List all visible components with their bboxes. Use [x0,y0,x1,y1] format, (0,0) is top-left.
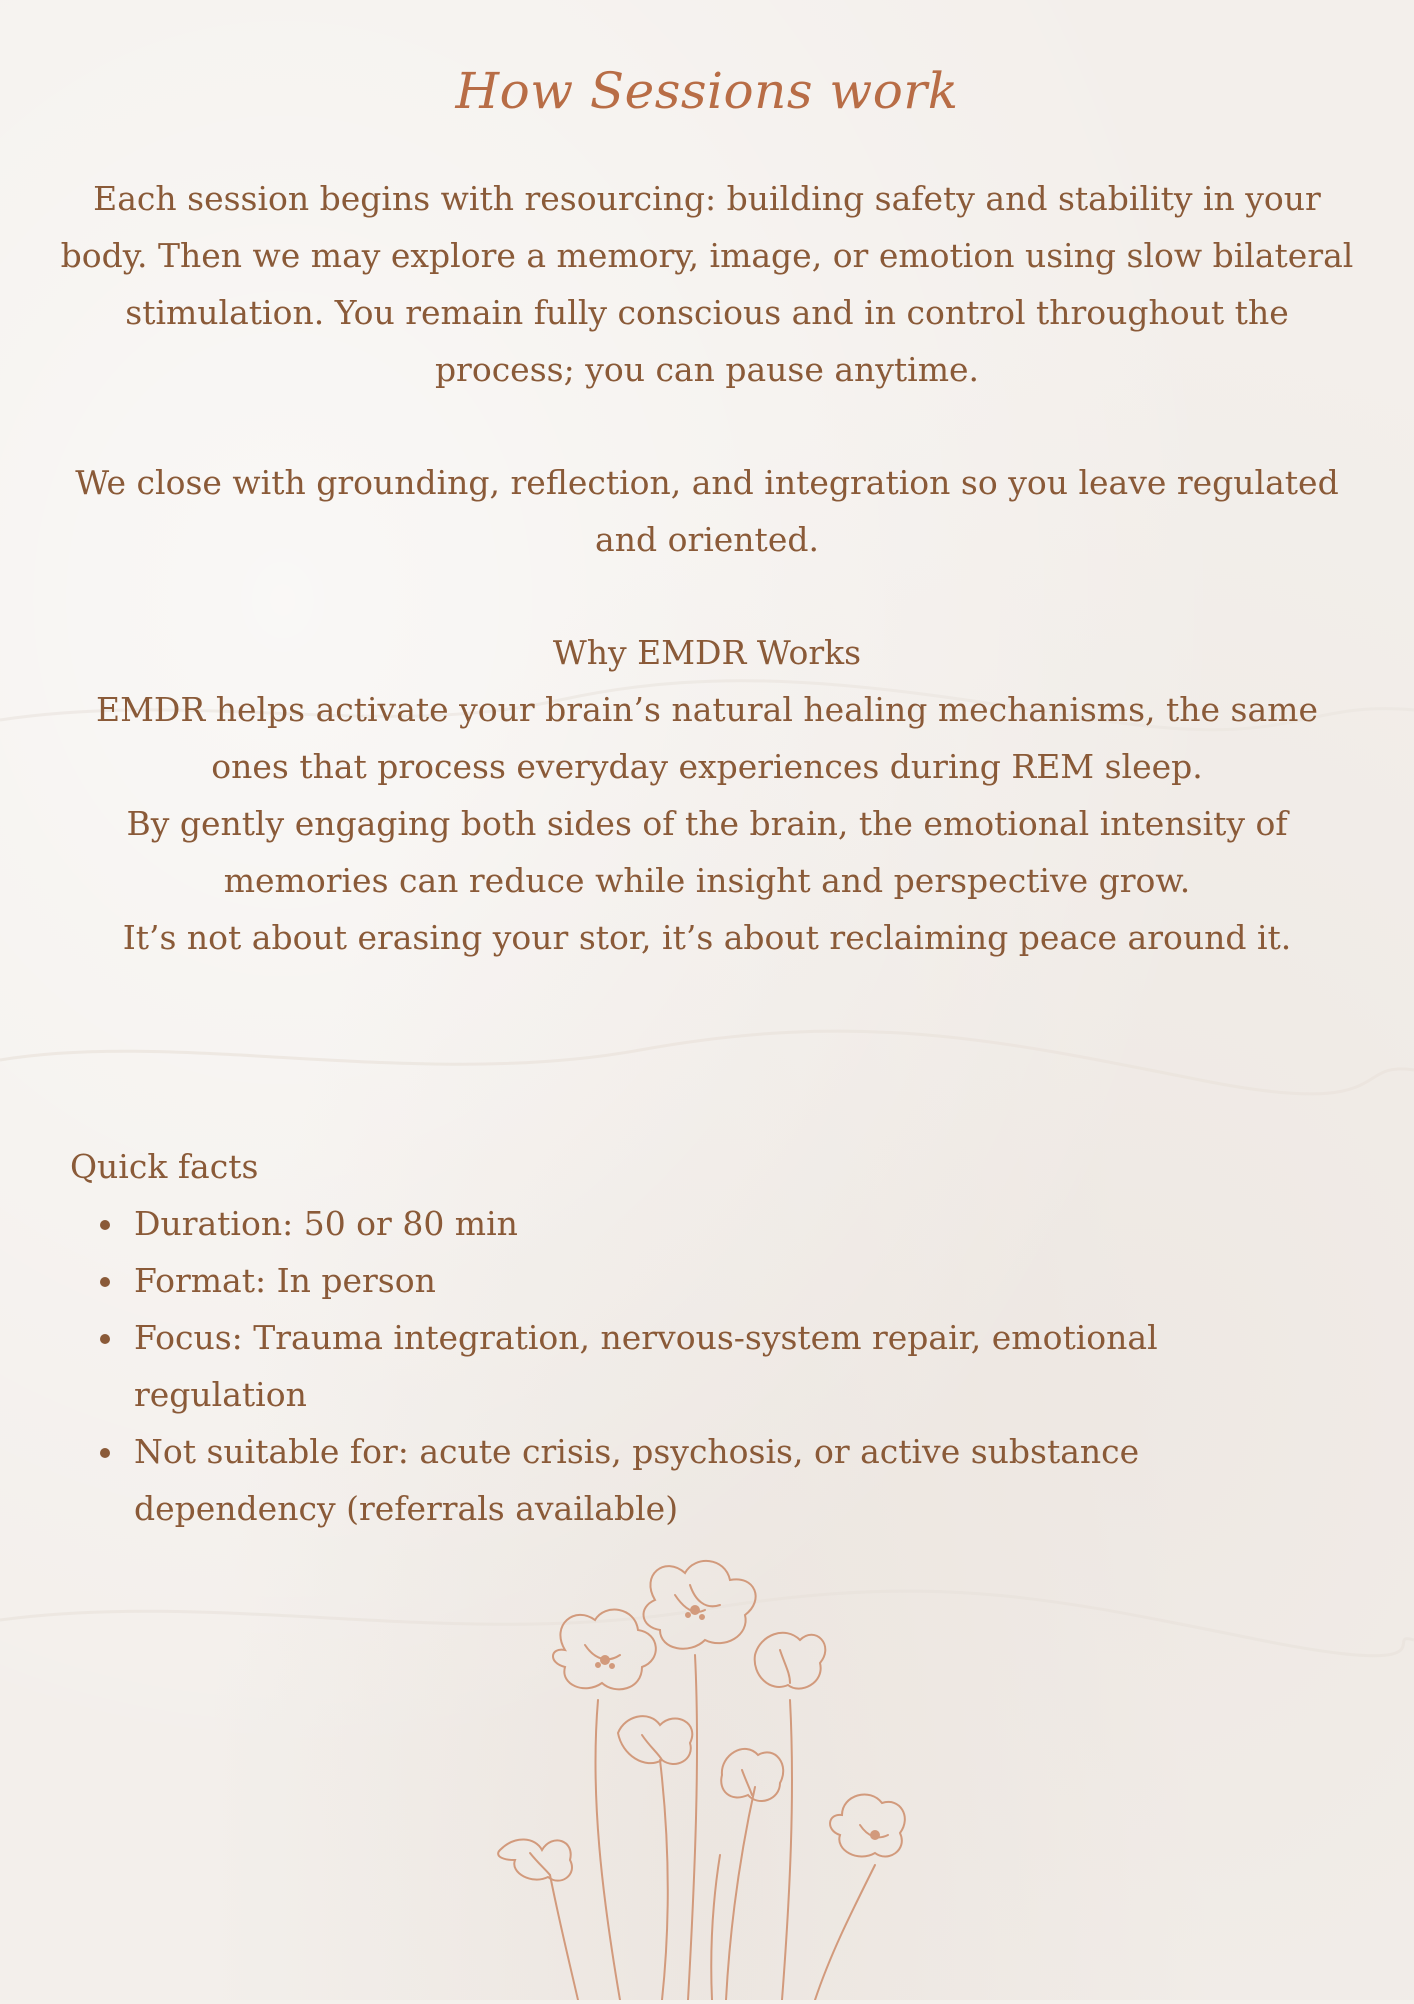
bullet-icon [100,1220,110,1230]
why-emdr-line-1: EMDR helps activate your brain’s natural healing mechanisms, the same ones that process everyday experiences during REM sleep. [96,690,1318,786]
poppy-flower-icon [618,1716,692,1764]
fact-focus: Focus: Trauma integration, nervous-system repair, emotional regulation [134,1318,1158,1414]
bullet-icon [100,1448,110,1458]
why-emdr-line-2: By gently engaging both sides of the brain, the emotional intensity of memories can reduce while insight and perspective grow. [126,804,1288,900]
bullet-icon [100,1334,110,1344]
poppy-flower-icon [498,1839,572,1880]
why-emdr-section [60,624,1354,966]
page-title: How Sessions work [455,62,959,120]
list-item [70,1195,1270,1252]
fact-format: Format: In person [134,1261,436,1300]
bullet-icon [100,1277,110,1287]
closing-description: We close with grounding, reflection, and integration so you leave regulated and oriented. [75,463,1339,559]
poppy-flower-icon [755,1633,826,1689]
quick-facts-heading: Quick facts [70,1147,259,1186]
quick-facts-list [70,1195,1270,1537]
poppy-flower-icon [721,1749,783,1801]
fact-duration: Duration: 50 or 80 min [134,1204,518,1243]
poppy-flower-icon [553,1610,656,1690]
list-item [70,1423,1270,1537]
list-item [70,1252,1270,1309]
poppy-flowers-illustration [490,1555,930,2000]
why-emdr-line-3: It’s not about erasing your stor, it’s about reclaiming peace around it. [122,918,1292,957]
fact-not-suitable: Not suitable for: acute crisis, psychosis, or active substance dependency (referrals available) [134,1432,1140,1528]
session-description: Each session begins with resourcing: building safety and stability in your body. Then we may explore a memory, image, or emotion using slow bilateral stimulation. You remain fully conscious and in control throughout the process; you can pause anytime. [60,179,1354,389]
why-emdr-heading: Why EMDR Works [552,633,862,672]
poppy-flower-icon [644,1561,756,1649]
poppy-flower-icon [830,1794,905,1856]
list-item [70,1309,1270,1423]
quick-facts-section [70,1138,1270,1537]
